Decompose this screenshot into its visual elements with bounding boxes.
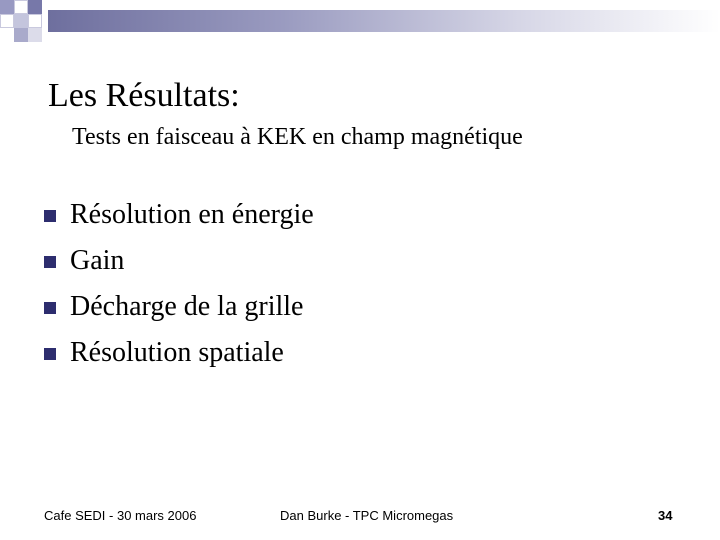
square-bullet-icon (44, 348, 56, 360)
deco-square (28, 28, 42, 42)
footer-event: Cafe SEDI - 30 mars 2006 (44, 508, 197, 523)
bullet-list (44, 192, 314, 376)
slide-subtitle: Tests en faisceau à KEK en champ magnétique (72, 124, 523, 150)
square-bullet-icon (44, 256, 56, 268)
bullet-text: Décharge de la grille (70, 291, 304, 322)
page-number: 34 (658, 508, 673, 523)
deco-square (14, 14, 28, 28)
deco-square (28, 0, 42, 14)
slide-title: Les Résultats: (48, 77, 240, 114)
list-item (44, 330, 314, 376)
deco-square (14, 0, 28, 14)
deco-square (0, 14, 14, 28)
bullet-text: Gain (70, 245, 125, 276)
deco-square (14, 28, 28, 42)
deco-square (28, 14, 42, 28)
bullet-text: Résolution spatiale (70, 337, 284, 368)
bullet-text: Résolution en énergie (70, 199, 314, 230)
list-item (44, 238, 314, 284)
square-bullet-icon (44, 302, 56, 314)
list-item (44, 284, 314, 330)
footer-author: Dan Burke - TPC Micromegas (280, 508, 454, 523)
header-gradient-band (48, 10, 720, 32)
square-bullet-icon (44, 210, 56, 222)
deco-square (0, 0, 14, 14)
list-item (44, 192, 314, 238)
